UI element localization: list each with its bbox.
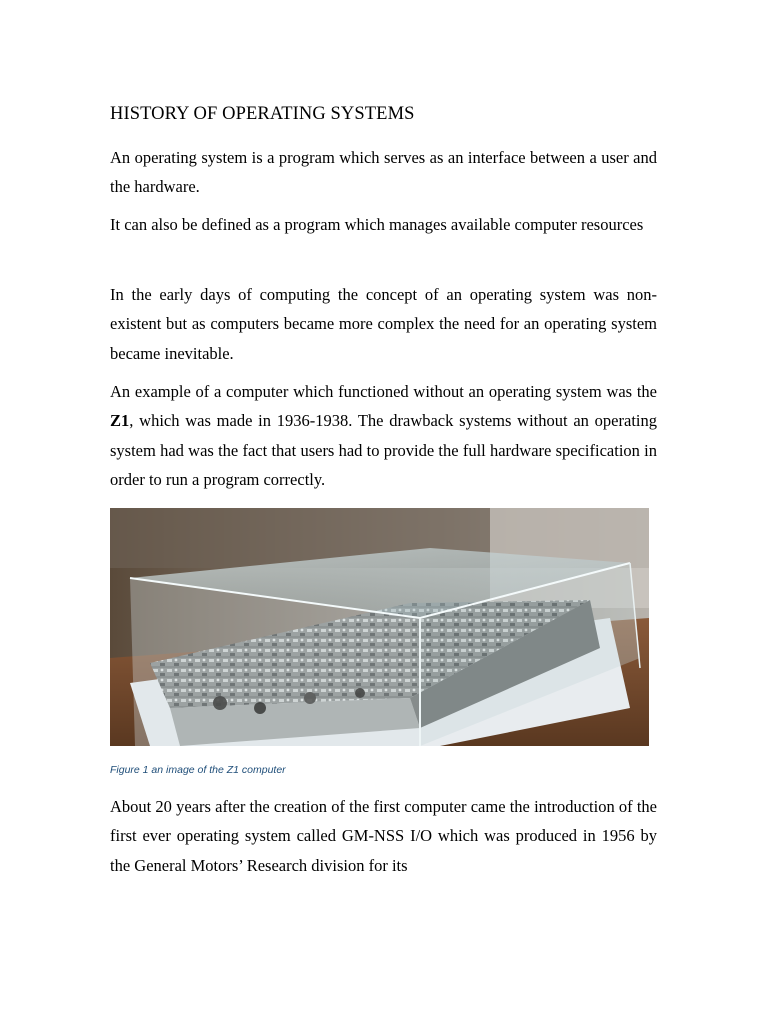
paragraph-definition: An operating system is a program which serves as an interface between a user and the hardware. <box>110 148 657 197</box>
page-title: HISTORY OF OPERATING SYSTEMS <box>110 104 415 124</box>
z1-computer-image <box>110 508 649 746</box>
z1-bold-term: Z1 <box>110 411 130 431</box>
paragraph-z1-example <box>110 377 657 494</box>
paragraph-z1-text-after: , which was made in 1936-1938. The drawback systems without an operating system had was the fact that users had to provide the full hardware specification in order to run a program correctly. <box>110 411 657 489</box>
paragraph-first-os: About 20 years after the creation of the first computer came the introduction of the first ever operating system called GM-NSS I/O which was produced in 1956 by the General Motors’ Research division for its <box>110 797 657 875</box>
paragraph-z1-text-before: An example of a computer which functioned without an operating system was the <box>110 382 657 401</box>
figure-caption: Figure 1 an image of the Z1 computer <box>110 764 286 776</box>
z1-computer-illustration <box>110 508 649 746</box>
paragraph-early-days: In the early days of computing the concept of an operating system was non-existent but as computers became more complex the need for an operating system became inevitable. <box>110 285 657 363</box>
paragraph-resources: It can also be defined as a program which manages available computer resources <box>110 215 644 234</box>
